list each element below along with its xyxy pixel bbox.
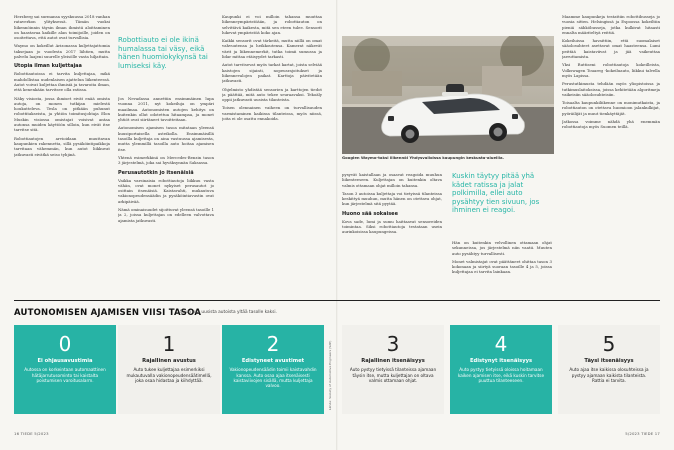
subheading: Huono sää sokaisee: [342, 210, 398, 217]
paragraph: Jatkossa voimme nähdä yhä enemmän robottiautoja myös Suomen teillä.: [562, 119, 660, 130]
paragraph: Vaikka varsinaisia robottiautoja liikkuu vasta vähän, ovat monet nykyiset perusautot jo osittain itsenäisiä. Kaistavahti, mukautuva vakionopeudensäädin ja pysäköintiavustin ovat arkipäivää.: [118, 177, 214, 204]
level-card-3: [342, 325, 444, 414]
level-description: Auto ajaa itse kaikissa olosuhteissa ja pystyy ajamaan kaikista tilanteista. Rattia ei tarvita.: [569, 367, 649, 383]
paragraph: Robottiautojen arvioidaan muuttavan kaupunkien rakennetta, sillä pysäköintipaikkoja tarvitaan vähemmän, kun autot liikkuvat jatkuvasti eivätkä seiso tyhjinä.: [14, 135, 110, 157]
level-card-1: [118, 325, 220, 414]
level-number: 2: [266, 332, 280, 356]
paragraph: Yksi Ruttiseni robottiautoja kokeilleista, Volkswagen Touareg -kokeiluauto, liikkui talvella myös Lapissa.: [562, 62, 660, 78]
paragraph: Ohjelmisto yhdistää sensorien ja karttojen tiedot ja päättää, mitä auto tekee seuraavaksi. Tekoäly oppii jatkuvasti uusista tilanteista.: [222, 86, 322, 103]
paragraph: Kaupunki ei voi milloin tahansa muuttaa liikenneympäristöään, ja robottiauton on selvittävä kaikesta, mitä sen eteen tulee. Sensorit lukevat ympäristöä koko ajan.: [222, 14, 322, 35]
paragraph: Nämä ominaisuudet sijoittuvat yleensä tasoille 1 ja 2, joissa kuljettajan on edelleen valvottava ajamista jatkuvasti.: [118, 207, 214, 223]
paragraph: Yhtenä esimerkkinä on Mercedes-Benzin tason 3 järjestelmä, joka sai hyväksynnän Saksassa.: [118, 154, 214, 166]
folio-right: 5/2023 TIEDE 17: [625, 431, 660, 436]
left-column-2: [118, 96, 214, 296]
level-title: Edistyneet avustimet: [241, 358, 305, 364]
caption-text: Googlen Waymo-taksi liikennöi Yhdysvalloissa kaupungin keskusta-alueilla.: [342, 155, 504, 160]
folio-left: 16 TIEDE 5/2023: [14, 431, 49, 436]
level-description: Auto pystyy tietyissä oloissa hoitamaan kaiken ajamisen itse, eikä kuskin tarvitse puuttua tilanteeseen.: [457, 367, 545, 383]
photo-caption: [342, 156, 554, 161]
level-number: 0: [58, 332, 72, 356]
level-title: Rajallinen itsenäisyys: [361, 358, 425, 364]
page-gutter: [336, 0, 338, 450]
paragraph: Näky visiosta, jossa ihmiset eivät enää omista autoja, on monen tutkijan mielestä houkutteleva. Tesla on pitkään puhunut robottitakseista, ja yhtiön toimitusjohtaja Elon Muskin visiossa omistajat voisivat antaa autonsa muiden käyttöön silloin, kun eivät itse tarvitse sitä.: [14, 95, 110, 133]
paragraph: Monet valmistajat ovat päättäneet ohittaa tason 3 kokonaan ja siirtyä suoraan tasoille 4 ja 5, joissa kuljettajaa ei tarvita lainkaan.: [452, 258, 552, 275]
paragraph: Tason 3 autoissa kuljettaja voi tietyissä tilanteissa keskittyä muuhun, mutta hänen on otettava ohjat, kun järjestelmä sitä pyytää.: [342, 190, 442, 207]
level-title: Täysi itsenäisyys: [584, 358, 634, 364]
right-column-1: [342, 172, 442, 296]
level-description: Auto pystyy tietyissä tilanteissa ajamaan täysin itse, mutta kuljettajan on oltava valmis ottamaan ohjat.: [349, 367, 437, 383]
pull-quote-left: Robottiauto ei ole ikinä humalassa tai väsy, eikä hänen huomiokykynsä tai lumiseksi käy.: [118, 36, 208, 70]
waymo-car-photo: [342, 36, 554, 154]
paragraph: Perustutkimusta tehdään myös yliopistoissa ja tutkimuslaitoksissa, joissa kehitetään algoritmeja vaikeisiin sääolosuhteisiin.: [562, 81, 660, 97]
image-credit: Lähde: Society of Automotive Engineers (SAE): [328, 340, 332, 410]
section-divider: [14, 300, 660, 301]
subheading: Perusautotkin jo itsenäisiä: [118, 169, 194, 176]
level-number: 5: [602, 332, 616, 356]
paragraph: Waymo on kokeillut Arizonassa kuljettajattomia taksejaan jo vuodesta 2017 lähtien, mutta palvelu laajeni suurelle yleisölle vasta hiljattain.: [14, 43, 110, 60]
levels-subtitle: Suuri osa uusista autoista yltää tasolle kaksi.: [180, 310, 277, 315]
level-card-0: [14, 325, 116, 414]
levels-title: AUTONOMISEN AJAMISEN VIISI TASOA: [14, 308, 202, 318]
paragraph: Kokeiluissa havaittiin, että suomalaiset sääolosuhteet asettavat omat haasteensa. Lumi peittää kaistaviivat ja jää vaikeuttaa jarruttamista.: [562, 38, 660, 60]
paragraph: Toisen olennainen vaiheen on turvallisuuden varmistaminen kaikissa tilanteissa, myös niissä, joita ei ole osattu ennakoida.: [222, 105, 322, 122]
right-column-2: [452, 240, 552, 296]
level-title: Ei ohjausavustimia: [37, 358, 93, 364]
paragraph: Herzberg sai surmansa syyskuussa 2018 vanhan rataverkon ylityksessä. Tämän vuoksi liikennöinnin täysin ilman ihmistä aloittaminen on haastavaa kaikille alan toimijoille, joiden on osoitettava, että autot ovat turvallisia.: [14, 14, 110, 41]
level-description: Auto tukee kuljettajaa esimerkiksi mukautuvalla vakionopeudensäätimellä, joka osaa hidastaa ja kiihdyttää.: [126, 367, 212, 383]
level-number: 4: [494, 332, 508, 356]
right-column-3: [562, 14, 660, 296]
level-title: Rajallinen avustus: [142, 358, 196, 364]
pull-quote-right: Kuskin täytyy pitää yhä kädet ratissa ja jalat polkimilla, ellei auto pysähtyy tien sivuun, jos ihminen ei reagoi.: [452, 172, 540, 215]
paragraph: Maamme kaupunkeja testattiin robottibusseja jo vuosia sitten. Helsingissä ja Espoossa kokeiltiin pieniä sähköbusseja, jotka kulkivat hitaasti ennalta määriteltyä reittiä.: [562, 14, 660, 35]
left-column-1: [14, 14, 110, 296]
paragraph: Hän on kuitenkin velvollinen ottamaan ohjat sekunneissa, jos järjestelmä niin vaatii. Muuten auto pysähtyy turvallisesti.: [452, 240, 552, 256]
left-column-3: [222, 14, 322, 296]
level-card-4: [450, 325, 552, 414]
paragraph: Robottiautoissa ei tarvita kuljettajaa, mikä mahdollistaa uudenlaisen ajattelun liikenteessä. Autot voivat kuljettaa ihmisiä ja tavaroita ilman, että kenenkään tarvitsee olla ratissa.: [14, 71, 110, 93]
level-number: 1: [162, 332, 176, 356]
paragraph: Toisaalta kaupunkiliikenne on monimutkaista, ja robottiauton on otettava huomioon jalankulkijat, pyöräilijät ja muut tienkäyttäjät.: [562, 100, 660, 116]
paragraph: Kaikki sensorit ovat tärkeitä, mutta niillä on omat vahvuutensa ja heikkoutensa. Kamerat näkevät värit ja liikennemerkit, tutka toimii sumussa ja lidar mittaa etäisyydet tarkasti.: [222, 38, 322, 60]
paragraph: Jos Nevadassa annettiin ensimmäinen lupa vuonna 2011, nyt kokeiluja on ympäri maailmaa. Autonomisten autojen kehitys on kuitenkin ollut odotettua hitaampaa, ja monet yhtiöt ovat siirtäneet tavoitteitaan.: [118, 96, 214, 123]
level-number: 3: [386, 332, 400, 356]
level-card-5: [558, 325, 660, 414]
level-card-2: [222, 325, 324, 414]
paragraph: pysyvät kaistallaan ja osaavat reagoida muuhun liikenteeseen. Kuljettajan on kuitenkin oltava valmis ottamaan ohjat milloin tahansa.: [342, 172, 442, 188]
levels-section-header: [14, 306, 654, 322]
level-description: Autossa on korkeintaan automaattinen hätäjarrutusominto tai kaistalta poistumisen varoitusalarm.: [24, 367, 106, 383]
paragraph: Kova sade, lumi ja sumu haittaavat sensoreiden toimintaa. Siksi robottiautoja testataan usein aurinkoisissa kaupungeissa.: [342, 218, 442, 235]
paragraph: Autot tarvitsevat myös tarkat kartat, joista selviää kaistojen sijainti, nopeusrajoitukset ja liikennevalojen paikat. Karttoja päivitetään jatkuvasti.: [222, 62, 322, 84]
level-title: Edistynyt itsenäisyys: [469, 358, 533, 364]
subheading: Utopia ilman kuljettajaa: [14, 63, 82, 70]
paragraph: Autonomisen ajamisen tasoa mitataan yleensä kuusiportaisella asteikolla. Ensimmäisillä tasoilla kuljettaja on aina vastuussa ajamisesta, mutta ylemmillä tasoilla auto hoitaa ajamisen itse.: [118, 125, 214, 152]
level-description: Vakionopeudensäädin toimii kaistavahdin kanssa. Auto osaa ajaa itsenäisesti kaistaviivojen sisällä, mutta kuljettaja valvoo.: [229, 367, 317, 389]
